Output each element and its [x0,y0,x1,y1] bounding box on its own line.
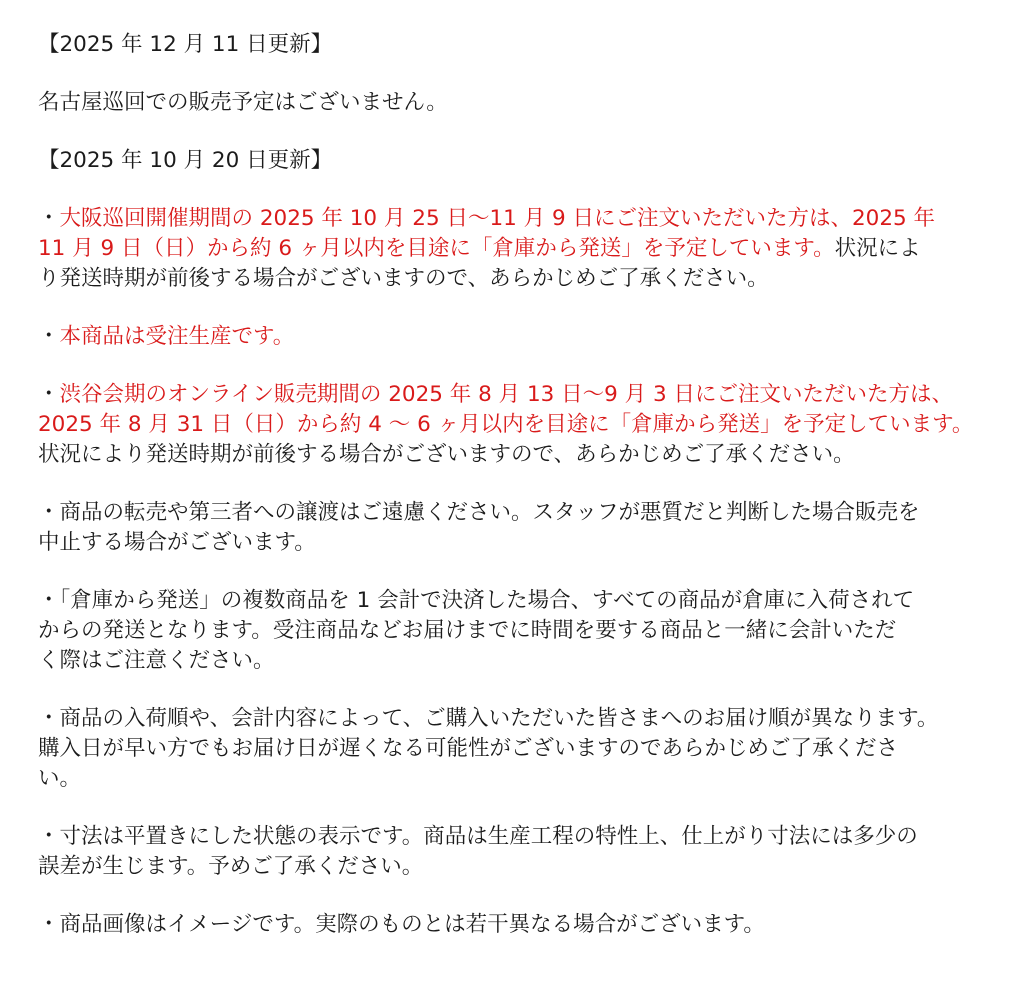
dimensions-line-2: 誤差が生じます。予めご了承ください。 [38,854,424,879]
shibuya-red-text-1: 渋谷会期のオンライン販売期間の 2025 年 8 月 13 日〜9 月 3 日にご注文いただいた方は、 [59,382,953,407]
nagoya-note [38,88,998,118]
bullet: ・ [38,324,60,349]
delivery-order-notice [38,704,998,794]
update-heading-dec [38,30,998,60]
osaka-line-3: り発送時期が前後する場合がございますので、あらかじめご了承ください。 [38,266,769,291]
made-to-order-line [38,322,998,352]
update-date-dec: 【2025 年 12 月 11 日更新】 [38,32,333,57]
warehouse-line-3: く際はご注意ください。 [38,648,275,673]
osaka-red-text-2: 11 月 9 日（日）から約 6 ヶ月以内を目途に「倉庫から発送」を予定しています。 [38,236,835,261]
dimensions-line-1: ・寸法は平置きにした状態の表示です。商品は生産工程の特性上、仕上がり寸法には多少の [38,824,918,849]
shibuya-notice [38,380,998,470]
made-to-order-red-text: 本商品は受注生産です。 [59,324,295,349]
update-date-oct: 【2025 年 10 月 20 日更新】 [38,148,333,173]
warehouse-line-2: からの発送となります。受注商品などお届けまでに時間を要する商品と一緒に会計いただ [38,618,897,643]
bullet: ・ [38,382,60,407]
osaka-line-2 [38,234,998,264]
images-notice [38,910,998,940]
osaka-red-text-1: 大阪巡回開催期間の 2025 年 10 月 25 日〜11 月 9 日にご注文いただいた方は、2025 年 [59,206,936,231]
resale-line-2: 中止する場合がございます。 [38,530,316,555]
osaka-black-text-2: 状況によ [834,236,921,261]
delivery-line-2: 購入日が早い方でもお届け日が遅くなる可能性がございますのであらかじめご了承くださ [38,736,899,761]
delivery-line-1: ・商品の入荷順や、会計内容によって、ご購入いただいた皆さまへのお届け順が異なります。 [38,706,939,731]
resale-notice [38,498,998,558]
shibuya-line-3: 状況により発送時期が前後する場合がございますので、あらかじめご了承ください。 [38,442,855,467]
update-heading-oct [38,146,998,176]
delivery-line-3: い。 [38,766,82,791]
made-to-order-notice [38,322,998,352]
osaka-notice [38,204,998,294]
shibuya-red-text-2: 2025 年 8 月 31 日（日）から約 4 〜 6 ヶ月以内を目途に「倉庫から発送」を予定しています。 [38,412,974,437]
images-line-1: ・商品画像はイメージです。実際のものとは若干異なる場合がございます。 [38,912,765,937]
bullet: ・ [38,206,60,231]
osaka-line-1 [38,204,998,234]
warehouse-multi-notice [38,586,998,676]
dimensions-notice [38,822,998,882]
resale-line-1: ・商品の転売や第三者への譲渡はご遠慮ください。スタッフが悪質だと判断した場合販売を [38,500,920,525]
nagoya-note-text: 名古屋巡回での販売予定はございません。 [38,90,448,115]
warehouse-line-1: ・「倉庫から発送」の複数商品を 1 会計で決済した場合、すべての商品が倉庫に入荷されて [38,588,915,613]
shibuya-line-1 [38,380,998,410]
notice-document [38,30,998,968]
